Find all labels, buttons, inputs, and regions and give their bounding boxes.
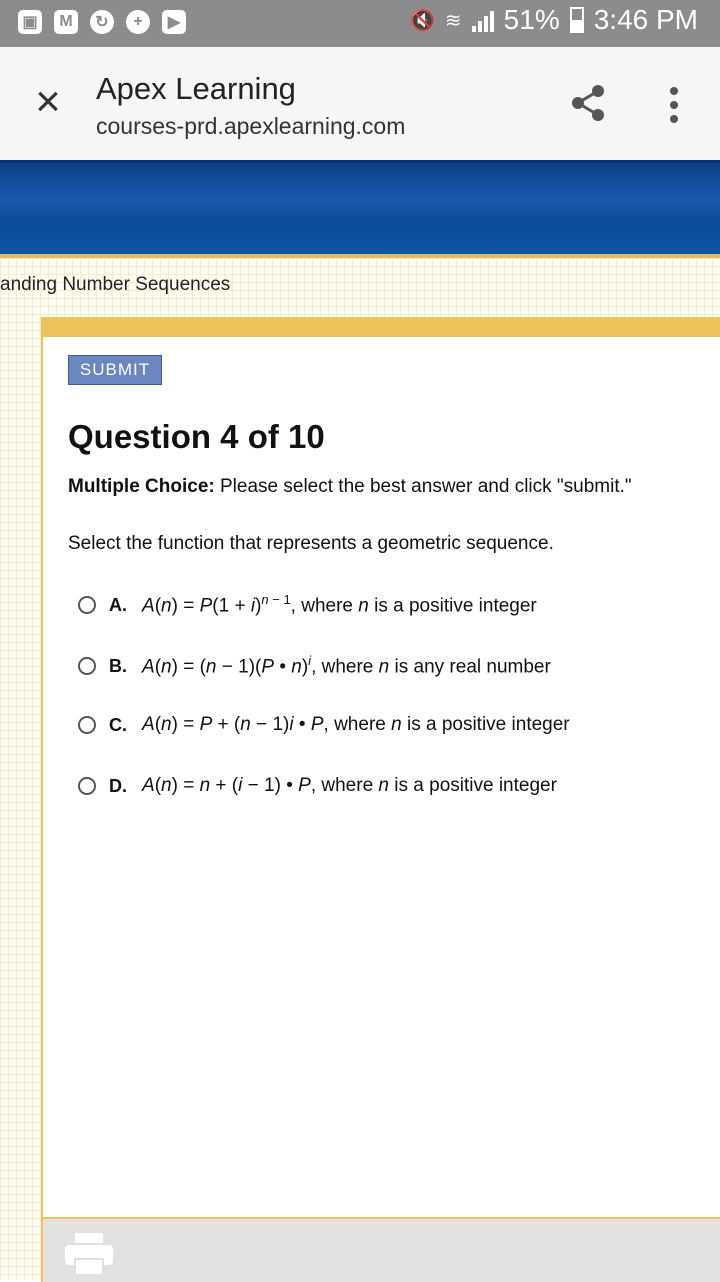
choice-letter: A. [109, 594, 127, 615]
choice-c[interactable] [78, 710, 570, 740]
page-url: courses-prd.apexlearning.com [96, 113, 406, 139]
instructions-text: Please select the best answer and click "submit." [214, 476, 632, 497]
share-icon[interactable] [568, 83, 608, 123]
browser-toolbar [0, 47, 720, 161]
choice-letter: C. [109, 714, 127, 735]
radio-button[interactable] [78, 716, 96, 734]
choice-letter: D. [109, 775, 127, 796]
question-prompt: Select the function that represents a geometric sequence. [68, 533, 554, 554]
overflow-menu-icon[interactable] [664, 87, 684, 123]
instructions-label: Multiple Choice: [68, 476, 215, 497]
choice-d[interactable] [78, 771, 557, 801]
radio-button[interactable] [78, 596, 96, 614]
choice-a[interactable] [78, 590, 537, 620]
battery-icon [570, 7, 584, 33]
gallery-icon: ▣ [18, 10, 42, 34]
choice-letter: B. [109, 655, 127, 676]
choice-text: A(n) = (n − 1)(P • n)$^i$, where n is any real number [142, 653, 551, 678]
print-icon[interactable] [65, 1233, 113, 1275]
submit-button[interactable]: SUBMIT [68, 355, 162, 385]
status-bar [0, 0, 720, 47]
footer-toolbar [41, 1217, 720, 1282]
course-banner [0, 160, 720, 257]
breadcrumb: anding Number Sequences [0, 274, 231, 295]
radio-button[interactable] [78, 657, 96, 675]
gmail-icon: M [54, 10, 78, 34]
choice-b[interactable] [78, 651, 551, 681]
sync-icon: ↻ [90, 10, 114, 34]
battery-percent: 51% [503, 4, 560, 35]
choice-text: $A(n) = P(1 + i)^{n - 1}$, where n is a positive integer [142, 592, 537, 617]
choice-text: A(n) = n + (i − 1) • P, where n is a positive integer [142, 775, 557, 796]
mute-vibrate-icon: 🔇 [410, 9, 435, 32]
plus-icon: + [126, 10, 150, 34]
question-title: Question 4 of 10 [68, 418, 325, 455]
notification-icons [18, 10, 186, 34]
wifi-icon: ≋ [444, 9, 462, 32]
panel-header-bar [41, 317, 720, 337]
radio-button[interactable] [78, 777, 96, 795]
page-title: Apex Learning [96, 71, 296, 106]
signal-icon [472, 8, 494, 32]
instructions [68, 476, 632, 498]
clock: 3:46 PM [593, 4, 698, 35]
youtube-icon: ▶ [162, 10, 186, 34]
close-icon[interactable]: × [35, 77, 61, 126]
choice-text: A(n) = P + (n − 1)i • P, where n is a positive integer [142, 714, 570, 735]
